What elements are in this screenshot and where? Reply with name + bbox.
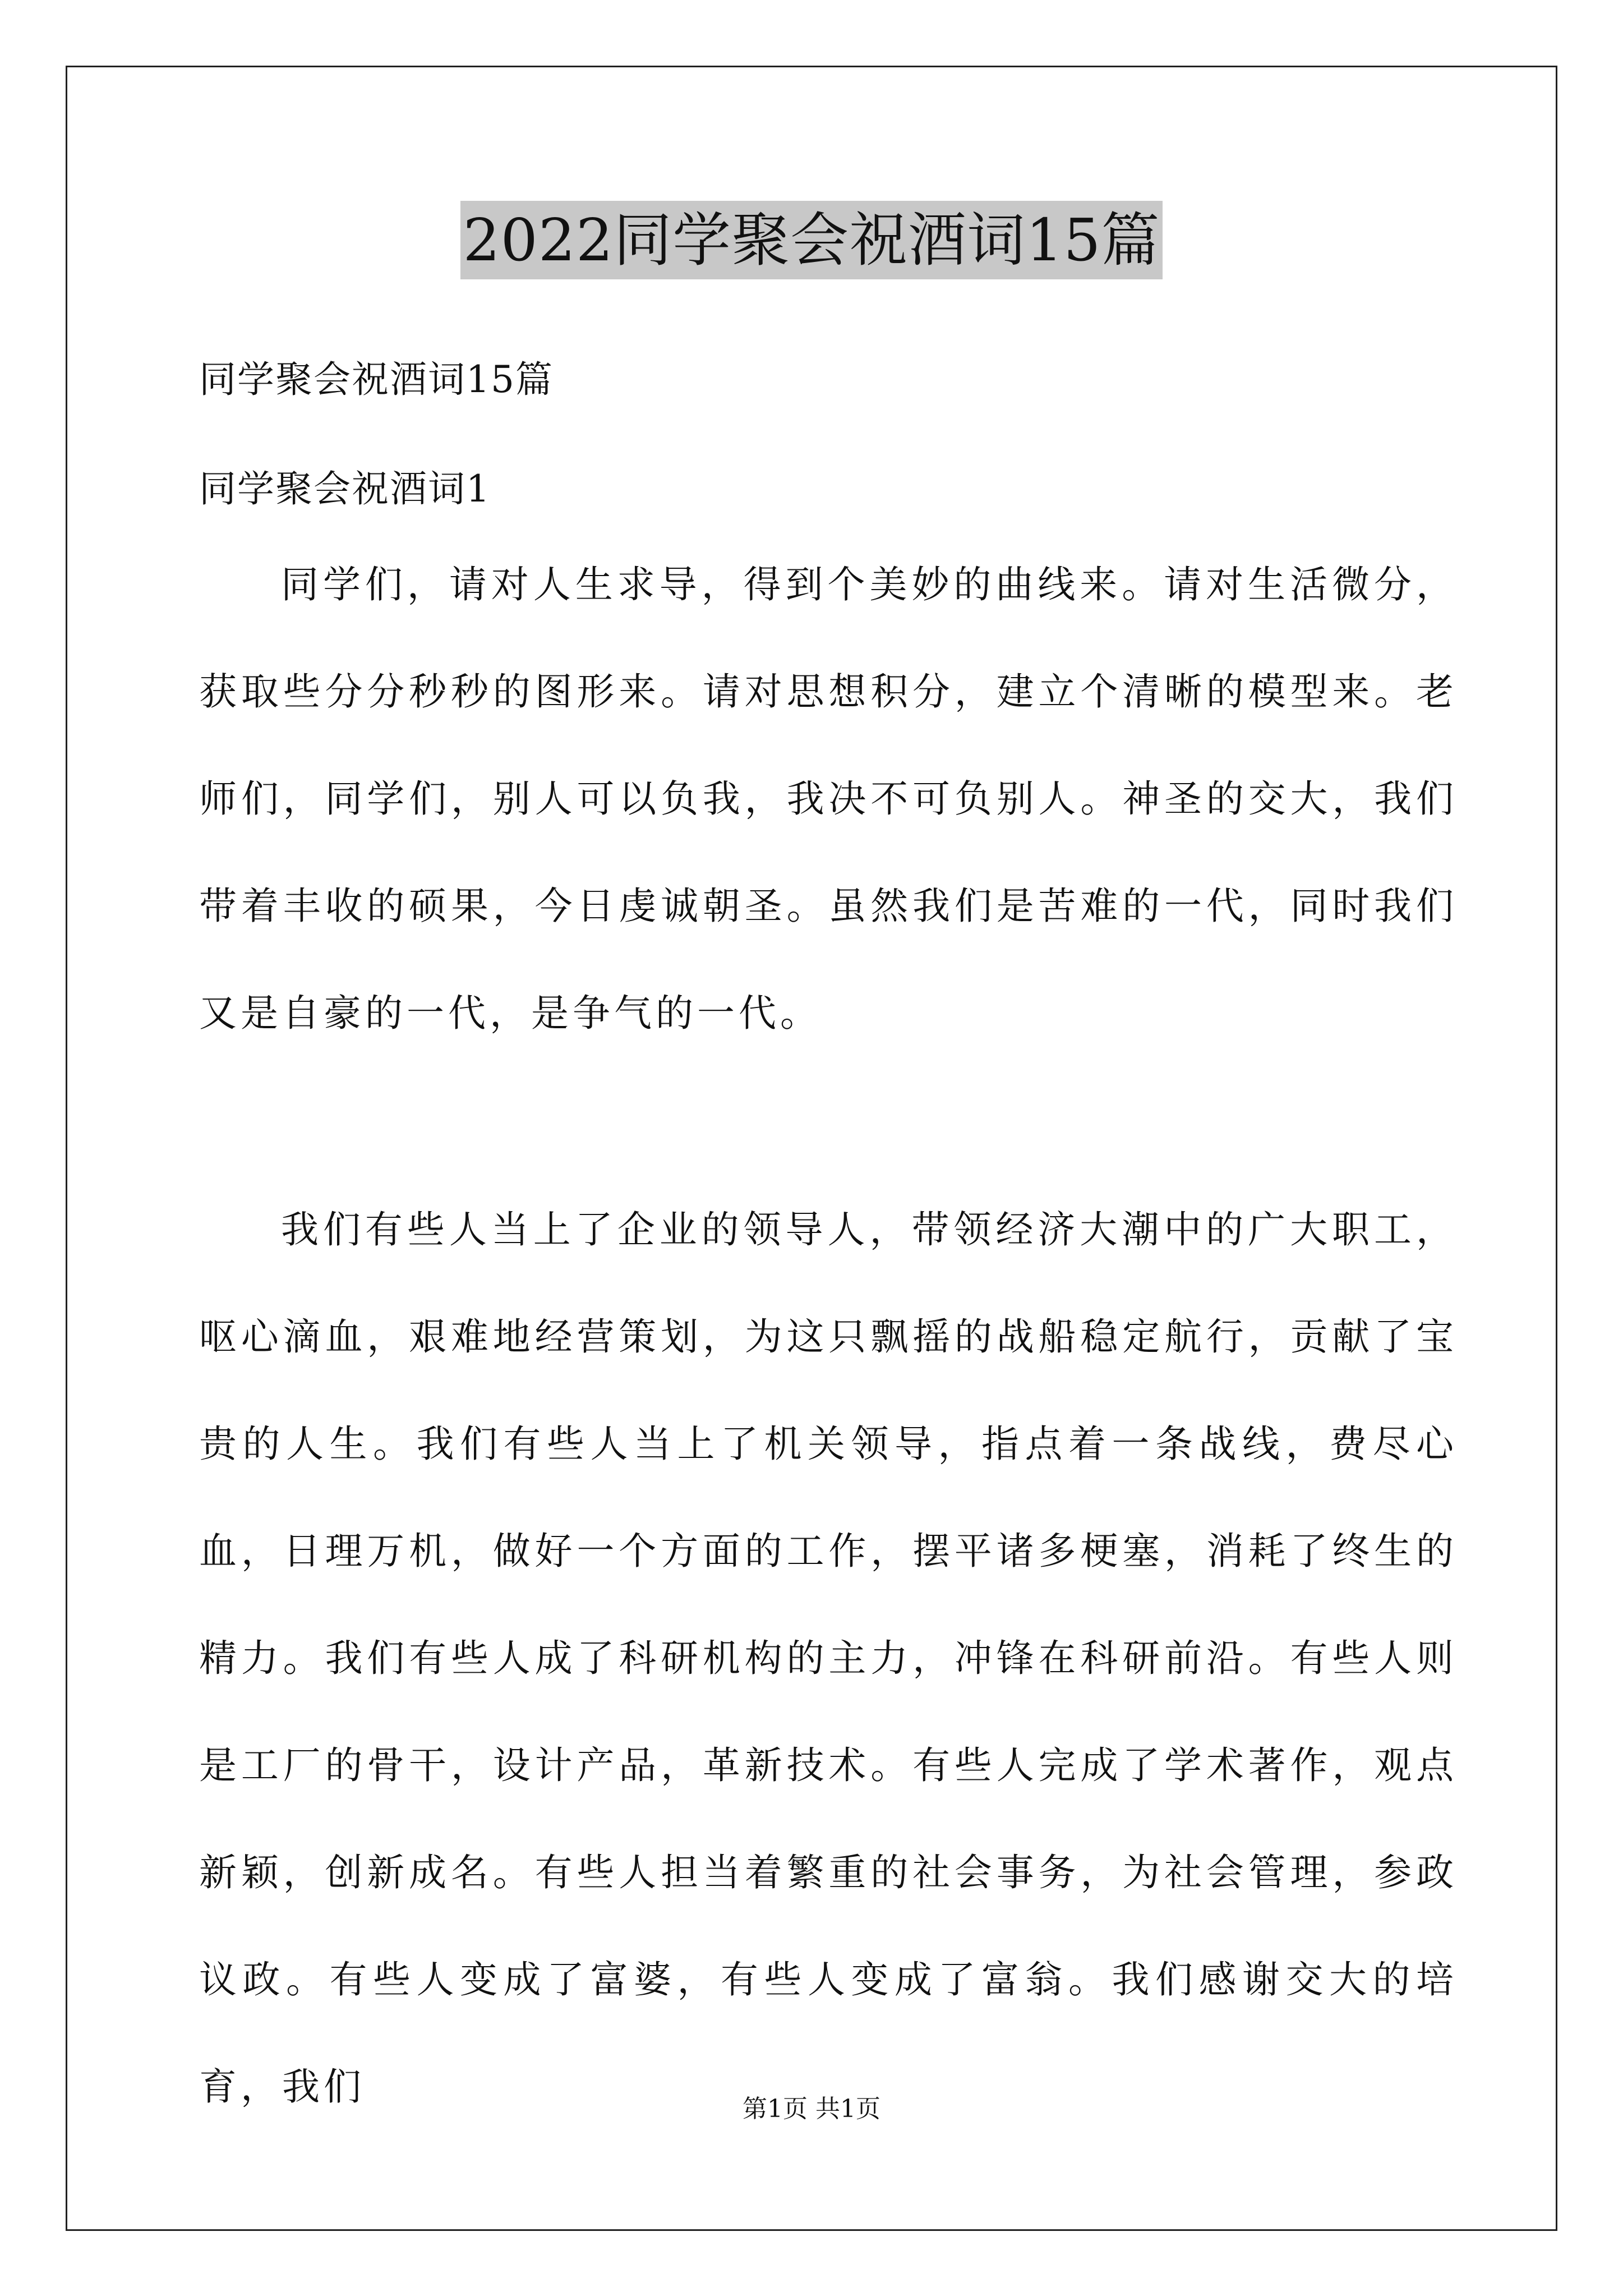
document-title: 2022同学聚会祝酒词15篇 bbox=[460, 201, 1162, 279]
paragraph-2: 我们有些人当上了企业的领导人，带领经济大潮中的广大职工，呕心滴血，艰难地经营策划，为这只飘摇的战船稳定航行，贡献了宝贵的人生。我们有些人当上了机关领导，指点着一条战线，费尽心血，日理万机，做好一个方面的工作，摆平诸多梗塞，消耗了终生的精力。我们有些人成了科研机构的主力，冲锋在科研前沿。有些人则是工厂的骨干，设计产品，革新技术。有些人完成了学术著作，观点新颖，创新成名。有些人担当着繁重的社会事务，为社会管理，参政议政。有些人变成了富婆，有些人变成了富翁。我们感谢交大的培育，我们 bbox=[199, 1208, 1458, 2109]
document-subtitle: 同学聚会祝酒词15篇 bbox=[199, 358, 554, 401]
section-heading: 同学聚会祝酒词1 bbox=[199, 467, 491, 510]
page-footer: 第1页 共1页 bbox=[743, 2095, 880, 2123]
paragraph-1: 同学们，请对人生求导，得到个美妙的曲线来。请对生活微分，获取些分分秒秒的图形来。请对思想积分，建立个清晰的模型来。老师们，同学们，别人可以负我，我决不可负别人。神圣的交大，我们带着丰收的硕果，今日虔诚朝圣。虽然我们是苦难的一代，同时我们又是自豪的一代，是争气的一代。 bbox=[199, 563, 1458, 1035]
title-container bbox=[0, 201, 1623, 279]
